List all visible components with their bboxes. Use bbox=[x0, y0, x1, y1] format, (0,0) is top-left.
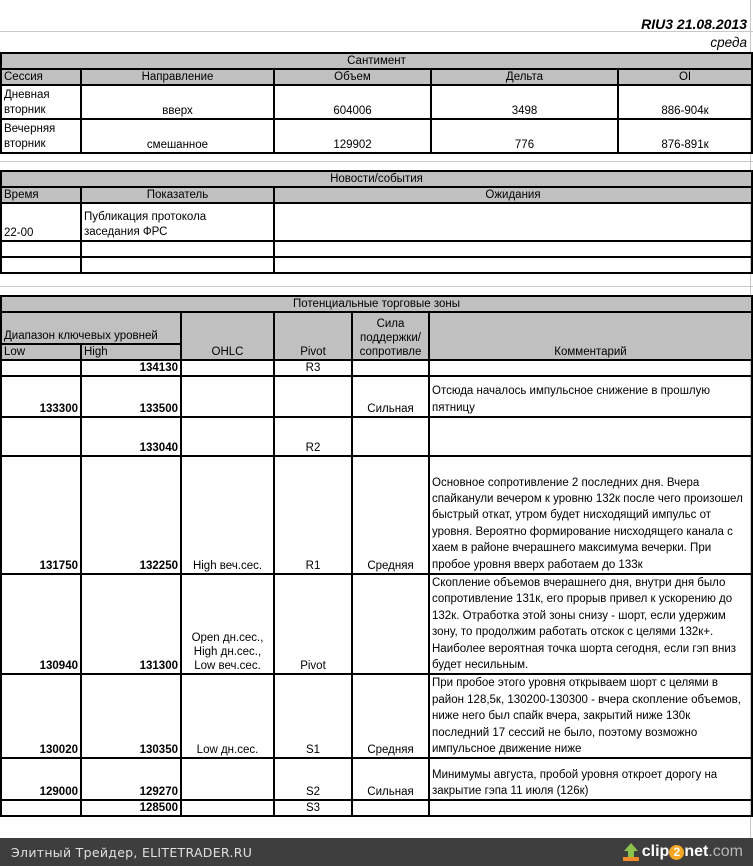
indicator-cell: Публикация протокола заседания ФРС bbox=[81, 203, 274, 241]
oi-cell: 876-891к bbox=[618, 119, 752, 153]
table-row bbox=[1, 574, 752, 674]
low-cell: 130020 bbox=[1, 674, 81, 758]
volume-cell: 604006 bbox=[274, 85, 431, 119]
trading-zones-table bbox=[0, 295, 753, 817]
pivot-cell: S1 bbox=[274, 674, 352, 758]
comment-cell bbox=[429, 800, 752, 816]
strength-cell bbox=[352, 417, 429, 456]
table-row bbox=[1, 456, 752, 574]
comment-cell: Отсюда началось импульсное снижение в прошлую пятницу bbox=[429, 376, 752, 417]
comment-cell bbox=[429, 360, 752, 376]
weekday-label: среда bbox=[710, 35, 747, 50]
strength-cell: Сильная bbox=[352, 758, 429, 800]
comment-cell: Основное сопротивление 2 последних дня. Вчера спайканули вечером к уровню 132к после чего произошел быстрый откат, утром будет нисходящий импульс от уровня. Вероятно формирование нисходящего канала с хаем в районе вчерашнего максимума вечерки. При пробое уровня вверх работаем до 133к bbox=[429, 456, 752, 574]
col-header-oi: OI bbox=[618, 69, 752, 85]
low-cell: 130940 bbox=[1, 574, 81, 674]
col-header-expectation: Ожидания bbox=[274, 187, 752, 203]
col-header-pivot: Pivot bbox=[274, 312, 352, 360]
low-cell: 129000 bbox=[1, 758, 81, 800]
news-table bbox=[0, 170, 753, 274]
logo-text: clip 2 net.com bbox=[641, 843, 743, 860]
low-cell: 133300 bbox=[1, 376, 81, 417]
oi-cell: 886-904к bbox=[618, 85, 752, 119]
col-header-delta: Дельта bbox=[431, 69, 618, 85]
table-row bbox=[1, 241, 752, 257]
strength-cell: Сильная bbox=[352, 376, 429, 417]
empty-cell bbox=[81, 257, 274, 273]
pivot-cell: S2 bbox=[274, 758, 352, 800]
empty-cell bbox=[1, 257, 81, 273]
strength-cell: Средняя bbox=[352, 456, 429, 574]
col-header-time: Время bbox=[1, 187, 81, 203]
col-header-ohlc: OHLC bbox=[181, 312, 274, 360]
empty-cell bbox=[274, 241, 752, 257]
news-section-title: Новости/события bbox=[1, 171, 752, 187]
table-row bbox=[1, 360, 752, 376]
table-row bbox=[1, 800, 752, 816]
col-header-indicator: Показатель bbox=[81, 187, 274, 203]
low-cell bbox=[1, 417, 81, 456]
clip2net-logo[interactable] bbox=[623, 841, 743, 863]
empty-cell bbox=[274, 257, 752, 273]
table-row bbox=[1, 674, 752, 758]
col-header-direction: Направление bbox=[81, 69, 274, 85]
time-cell: 22-00 bbox=[1, 203, 81, 241]
zones-section-title: Потенциальные торговые зоны bbox=[1, 296, 752, 312]
grid-line bbox=[0, 31, 753, 32]
volume-cell: 129902 bbox=[274, 119, 431, 153]
high-cell: 133500 bbox=[81, 376, 181, 417]
comment-cell bbox=[429, 417, 752, 456]
low-cell bbox=[1, 360, 81, 376]
ohlc-cell: Low дн.сес. bbox=[181, 674, 274, 758]
comment-cell: Минимумы августа, пробой уровня откроет дорогу на закрытие гэпа 11 июля (126к) bbox=[429, 758, 752, 800]
table-row bbox=[1, 203, 752, 241]
direction-cell: вверх bbox=[81, 85, 274, 119]
table-row bbox=[1, 758, 752, 800]
high-cell: 132250 bbox=[81, 456, 181, 574]
pivot-cell: S3 bbox=[274, 800, 352, 816]
table-row bbox=[1, 257, 752, 273]
comment-cell: При пробое этого уровня открываем шорт с целями в район 128,5к, 130200-130300 - вчера скопление объемов, ниже него был спайк вчера, закрытий ниже 130к последний 17 сессий не было, поэтому возможно импульсное движение ниже bbox=[429, 674, 752, 758]
col-header-range: Диапазон ключевых уровней bbox=[1, 312, 181, 344]
sentiment-section-title: Сантимент bbox=[1, 53, 752, 69]
document-title: RIU3 21.08.2013 bbox=[641, 16, 747, 32]
delta-cell: 776 bbox=[431, 119, 618, 153]
upload-arrow-icon bbox=[623, 843, 639, 861]
pivot-cell: Pivot bbox=[274, 574, 352, 674]
grid-line bbox=[0, 286, 753, 287]
high-cell: 129270 bbox=[81, 758, 181, 800]
footer-caption: Элитный Трейдер, ELITETRADER.RU bbox=[11, 845, 253, 860]
strength-cell: Средняя bbox=[352, 674, 429, 758]
col-header-high: High bbox=[81, 344, 181, 360]
sentiment-table bbox=[0, 52, 753, 154]
ohlc-cell bbox=[181, 360, 274, 376]
col-header-volume: Объем bbox=[274, 69, 431, 85]
strength-cell bbox=[352, 800, 429, 816]
high-cell: 131300 bbox=[81, 574, 181, 674]
pivot-cell: R3 bbox=[274, 360, 352, 376]
empty-cell bbox=[81, 241, 274, 257]
col-header-session: Сессия bbox=[1, 69, 81, 85]
comment-cell: Скопление объемов вчерашнего дня, внутри дня было сопротивление 131к, его прорыв привел к ускорению до 132к. Отработка этой зоны снизу - шорт, если удержим зону, то продолжим работать отскок с целями 132к+. Наиболее вероятная точка шорта сегодня, если гэп вниз будет несильным. bbox=[429, 574, 752, 674]
table-row bbox=[1, 119, 752, 153]
ohlc-cell bbox=[181, 376, 274, 417]
table-row bbox=[1, 417, 752, 456]
ohlc-cell bbox=[181, 800, 274, 816]
col-header-strength: Сила поддержки/ сопротивле bbox=[352, 312, 429, 360]
ohlc-cell: High веч.сес. bbox=[181, 456, 274, 574]
expectation-cell bbox=[274, 203, 752, 241]
table-row bbox=[1, 85, 752, 119]
low-cell: 131750 bbox=[1, 456, 81, 574]
high-cell: 133040 bbox=[81, 417, 181, 456]
pivot-cell bbox=[274, 376, 352, 417]
pivot-cell: R2 bbox=[274, 417, 352, 456]
ohlc-cell bbox=[181, 758, 274, 800]
high-cell: 134130 bbox=[81, 360, 181, 376]
delta-cell: 3498 bbox=[431, 85, 618, 119]
session-cell: Дневная вторник bbox=[1, 85, 81, 119]
strength-cell bbox=[352, 574, 429, 674]
col-header-comment: Комментарий bbox=[429, 312, 752, 360]
session-cell: Вечерняя вторник bbox=[1, 119, 81, 153]
pivot-cell: R1 bbox=[274, 456, 352, 574]
col-header-low: Low bbox=[1, 344, 81, 360]
low-cell bbox=[1, 800, 81, 816]
ohlc-cell bbox=[181, 417, 274, 456]
strength-cell bbox=[352, 360, 429, 376]
ohlc-cell: Open дн.сес., High дн.сес., Low веч.сес. bbox=[181, 574, 274, 674]
high-cell: 128500 bbox=[81, 800, 181, 816]
grid-line bbox=[0, 161, 753, 162]
high-cell: 130350 bbox=[81, 674, 181, 758]
empty-cell bbox=[1, 241, 81, 257]
table-row bbox=[1, 376, 752, 417]
direction-cell: смешанное bbox=[81, 119, 274, 153]
